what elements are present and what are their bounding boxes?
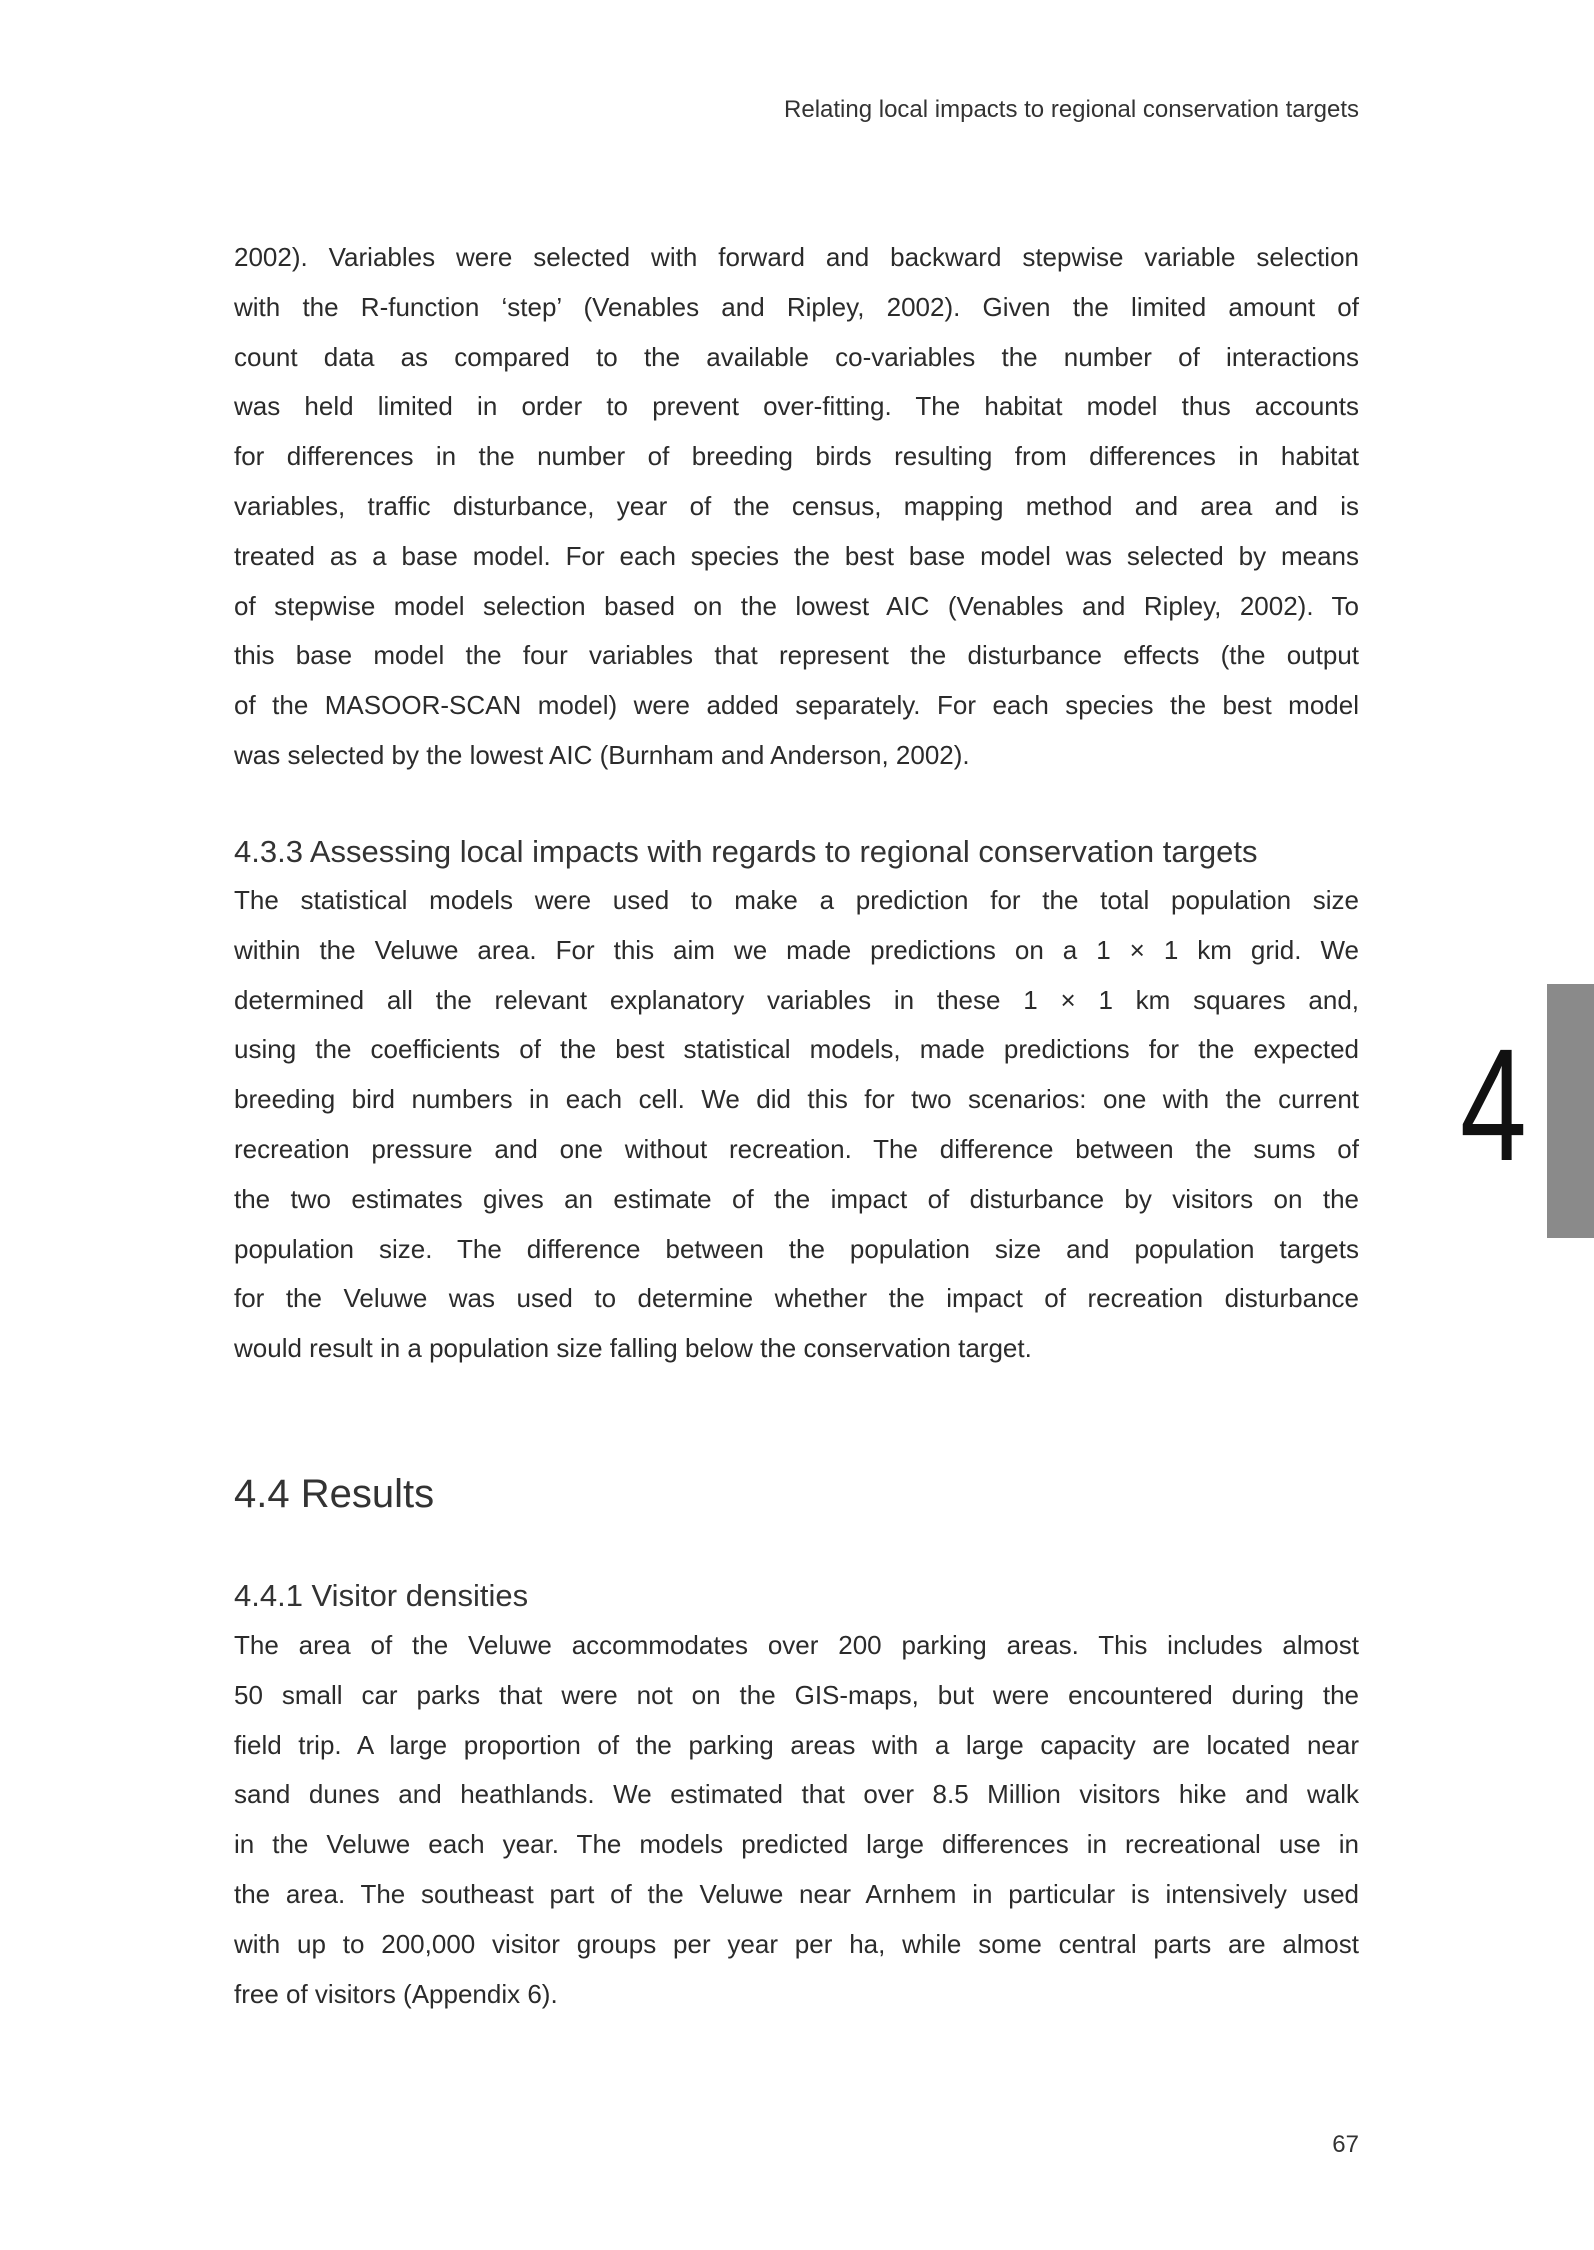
text-line: count data as compared to the available co-variables the number of interactions: [234, 341, 1359, 372]
text-line: determined all the relevant explanatory variables in these 1 × 1 km squares and,: [234, 984, 1359, 1015]
text-line: recreation pressure and one without recreation. The difference between the sums of: [234, 1133, 1359, 1164]
text-line: sand dunes and heathlands. We estimated that over 8.5 Million visitors hike and walk: [234, 1779, 1359, 1810]
text-line: The area of the Veluwe accommodates over 200 parking areas. This includes almost: [234, 1630, 1359, 1660]
section-heading-4-3-3: 4.3.3 Assessing local impacts with regards to regional conservation targets: [234, 834, 1258, 869]
text-line: treated as a base model. For each species the best base model was selected by means: [234, 540, 1359, 571]
text-line: the area. The southeast part of the Veluwe near Arnhem in particular is intensively used: [234, 1878, 1359, 1909]
page-number: 67: [1332, 2131, 1359, 2158]
paragraph-assessing-impacts: [234, 876, 1359, 1374]
paragraph-visitor-densities: [234, 1621, 1359, 2019]
text-line: breeding bird numbers in each cell. We did this for two scenarios: one with the current: [234, 1084, 1359, 1115]
paragraph-methods-continued: [234, 233, 1359, 781]
text-line: 2002). Variables were selected with forward and backward stepwise variable selection: [234, 242, 1359, 272]
text-line: for differences in the number of breeding birds resulting from differences in habitat: [234, 441, 1359, 472]
text-line: with the R-function ‘step’ (Venables and Ripley, 2002). Given the limited amount of: [234, 291, 1359, 322]
chapter-number: 4: [1460, 1015, 1527, 1194]
text-line: field trip. A large proportion of the parking areas with a large capacity are located near: [234, 1729, 1359, 1760]
section-heading-4-4: 4.4 Results: [234, 1472, 435, 1516]
text-line: was selected by the lowest AIC (Burnham and Anderson, 2002).: [234, 739, 970, 770]
chapter-thumb-tab: [1547, 984, 1594, 1238]
text-line: of stepwise model selection based on the lowest AIC (Venables and Ripley, 2002). To: [234, 590, 1359, 621]
text-line: would result in a population size falling below the conservation target.: [234, 1333, 1032, 1364]
text-line: this base model the four variables that represent the disturbance effects (the output: [234, 640, 1359, 671]
text-line: of the MASOOR-SCAN model) were added separately. For each species the best model: [234, 690, 1359, 721]
section-heading-4-4-1: 4.4.1 Visitor densities: [234, 1578, 529, 1613]
text-line: 50 small car parks that were not on the GIS-maps, but were encountered during the: [234, 1679, 1359, 1710]
text-line: free of visitors (Appendix 6).: [234, 1978, 558, 2009]
text-line: with up to 200,000 visitor groups per year per ha, while some central parts are almost: [234, 1928, 1359, 1959]
text-line: The statistical models were used to make a prediction for the total population size: [234, 885, 1359, 915]
text-line: in the Veluwe each year. The models predicted large differences in recreational use in: [234, 1829, 1359, 1860]
text-line: the two estimates gives an estimate of the impact of disturbance by visitors on the: [234, 1183, 1359, 1214]
running-head: Relating local impacts to regional conservation targets: [784, 96, 1359, 123]
text-line: was held limited in order to prevent over-fitting. The habitat model thus accounts: [234, 391, 1359, 422]
text-line: population size. The difference between the population size and population targets: [234, 1233, 1359, 1264]
text-line: within the Veluwe area. For this aim we made predictions on a 1 × 1 km grid. We: [234, 934, 1359, 965]
text-line: for the Veluwe was used to determine whether the impact of recreation disturbance: [234, 1283, 1359, 1314]
text-line: using the coefficients of the best statistical models, made predictions for the expected: [234, 1034, 1359, 1065]
text-line: variables, traffic disturbance, year of the census, mapping method and area and is: [234, 490, 1359, 521]
